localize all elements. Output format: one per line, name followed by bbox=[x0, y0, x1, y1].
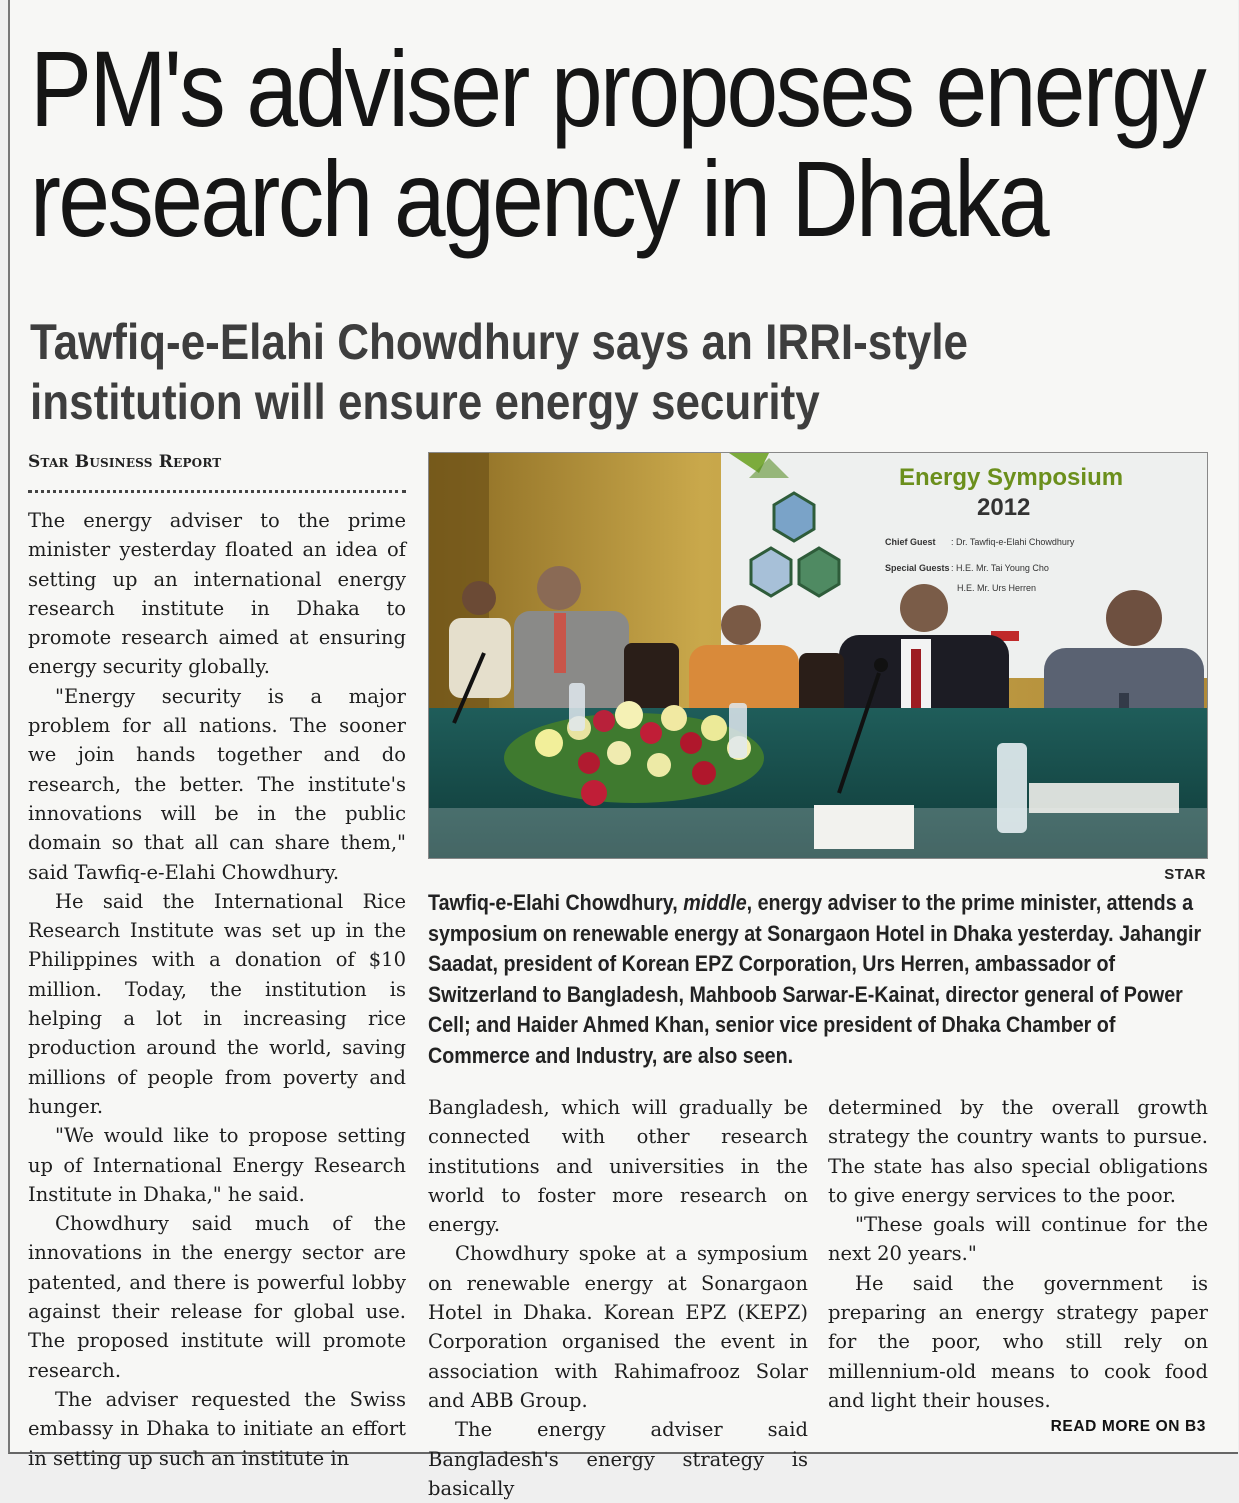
caption-text-1: Tawfiq-e-Elahi Chowdhury, bbox=[428, 890, 684, 915]
special-guest-1: : H.E. Mr. Tai Young Cho bbox=[951, 563, 1049, 573]
paragraph: The energy adviser said Bangladesh's energy strategy is basically bbox=[428, 1418, 808, 1500]
paragraph: "Energy security is a major problem for all nations. The sooner we join hands together and do research, the better. The institute's innovations will be in the public domain so that all can share them," said Tawfiq-e-Elahi Chowdhury. bbox=[28, 684, 406, 884]
subheadline bbox=[30, 312, 1068, 432]
symposium-photo bbox=[428, 452, 1208, 859]
body-column-1 bbox=[28, 506, 406, 1470]
paragraph: The adviser requested the Swiss embassy in Dhaka to initiate an effort in setting up such an institute in bbox=[28, 1387, 406, 1470]
papers bbox=[1029, 783, 1179, 813]
photo-caption bbox=[428, 888, 1207, 1071]
paragraph: He said the International Rice Research Institute was set up in the Philippines with a donation of $10 million. Today, the institution is helping a lot in increasing rice production around the world, saving millions of people from poverty and hunger. bbox=[28, 889, 406, 1118]
paragraph: "We would like to propose setting up of International Energy Research Institute in Dhaka," he said. bbox=[28, 1124, 406, 1206]
banner-title: Energy Symposium bbox=[899, 464, 1124, 491]
special-guests-label: Special Guests bbox=[885, 563, 950, 573]
name-card bbox=[814, 805, 914, 849]
headline-line-2: research agency in Dhaka bbox=[30, 138, 1048, 259]
paragraph: "These goals will continue for the next 20 years." bbox=[828, 1213, 1208, 1266]
caption-text-2: , energy adviser to the prime minister, attends a symposium on renewable energy at Sonargaon Hotel in Dhaka yesterday. Jahangir Saadat, president of Korean EPZ Corporation, Urs Herren, ambassador of Switzerland to Bangladesh, Mahboob Sarwar-E-Kainat, director general of Power Cell; and Haider Ahmed Khan, senior vice president of Dhaka Chamber of Commerce and Industry, are also seen. bbox=[428, 890, 1202, 1068]
body-column-2 bbox=[428, 1093, 808, 1500]
headline bbox=[30, 28, 1205, 259]
photo-credit: STAR bbox=[1164, 866, 1206, 883]
chief-guest-label: Chief Guest bbox=[885, 537, 936, 547]
paragraph: determined by the overall growth strategy the country wants to pursue. The state has also special obligations to give energy services to the poor. bbox=[828, 1096, 1208, 1207]
body-column-3 bbox=[828, 1093, 1208, 1418]
paragraph: Bangladesh, which will gradually be connected with other research institutions and universities in the world to foster more research on energy. bbox=[428, 1096, 808, 1237]
byline: Star Business Report bbox=[28, 452, 222, 472]
caption-italic: middle bbox=[683, 890, 747, 915]
headline-line-1: PM's adviser proposes energy bbox=[30, 28, 1205, 149]
paragraph: Chowdhury said much of the innovations in the energy sector are patented, and there is powerful lobby against their release for global use. The proposed institute will promote research. bbox=[28, 1212, 406, 1382]
paragraph: He said the government is preparing an energy strategy paper for the poor, who still rely on millennium-old means to cook food and light their houses. bbox=[828, 1271, 1208, 1412]
dotted-divider bbox=[28, 490, 406, 493]
paragraph: The energy adviser to the prime minister yesterday floated an idea of setting up an international energy research institute in Dhaka to promote research aimed at ensuring energy security globally. bbox=[28, 509, 406, 679]
subheadline-line-2: institution will ensure energy security bbox=[30, 374, 820, 430]
banner-year: 2012 bbox=[977, 494, 1031, 521]
chief-guest-name: : Dr. Tawfiq-e-Elahi Chowdhury bbox=[951, 537, 1075, 547]
special-guest-2: H.E. Mr. Urs Herren bbox=[957, 583, 1037, 593]
paragraph: Chowdhury spoke at a symposium on renewable energy at Sonargaon Hotel in Dhaka. Korean EPZ (KEPZ) Corporation organised the event in association with Rahimafrooz Solar and ABB Group. bbox=[428, 1242, 808, 1412]
subheadline-line-1: Tawfiq-e-Elahi Chowdhury says an IRRI-style bbox=[30, 314, 969, 370]
read-more-link[interactable]: READ MORE ON B3 bbox=[1050, 1418, 1206, 1435]
